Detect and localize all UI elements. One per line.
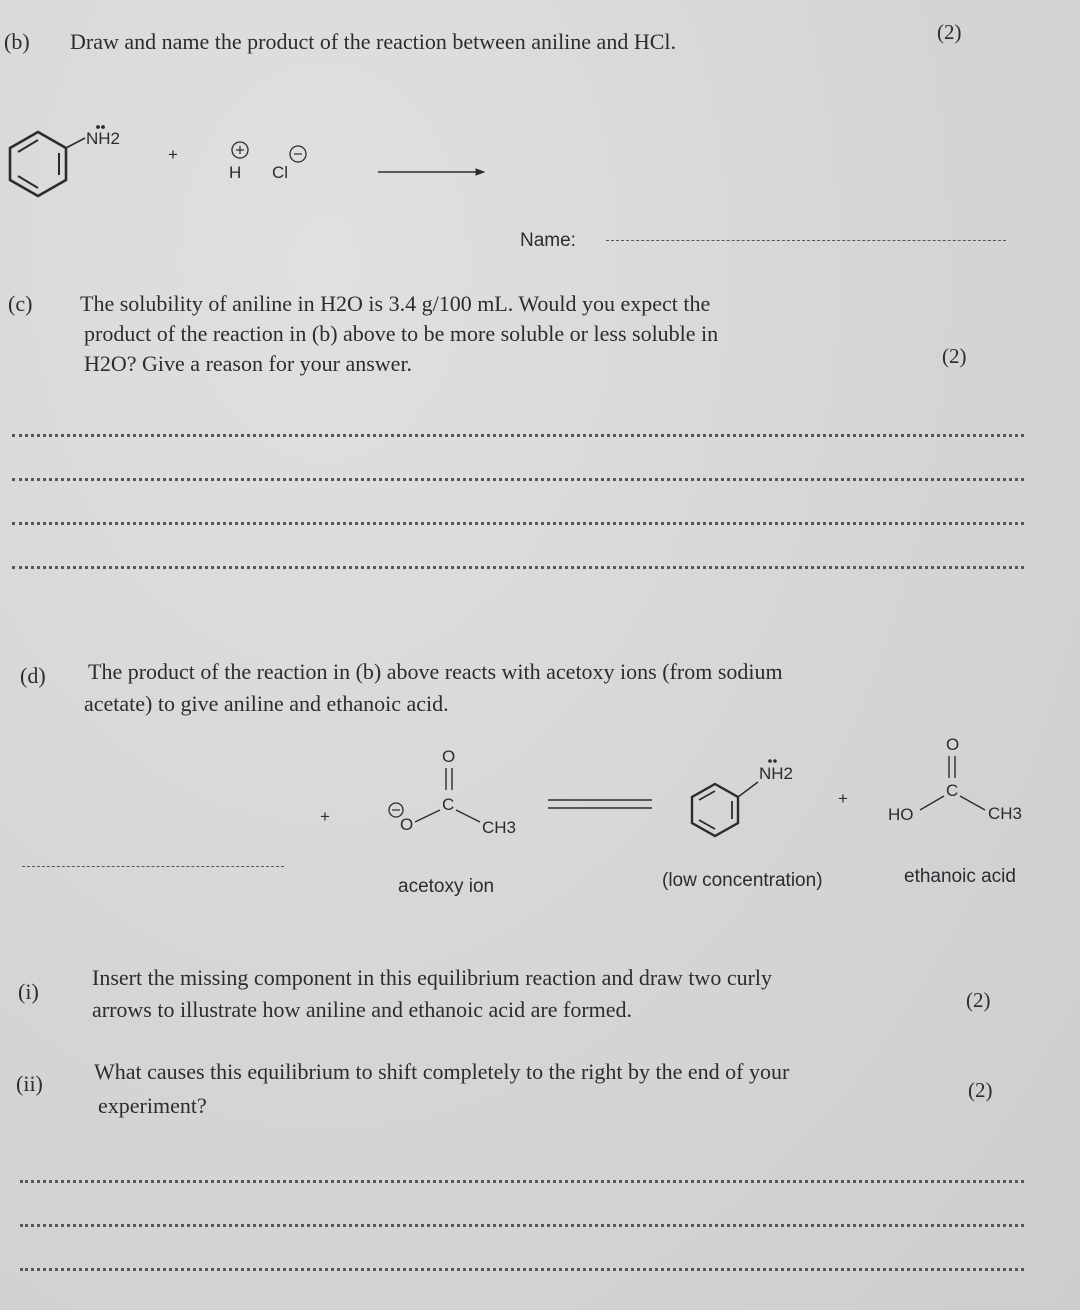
answer-line[interactable] <box>12 434 1024 437</box>
ethanoic-acid-structure <box>888 735 1022 824</box>
anion-oxygen: O <box>400 815 414 834</box>
part-ii-line-1: What causes this equilibrium to shift completely to the right by the end of your <box>94 1059 790 1084</box>
aniline-nh2: NH2 <box>759 764 794 783</box>
part-ii-line-2: experiment? <box>98 1093 207 1118</box>
amine-nh2: NH2 <box>86 129 121 148</box>
aniline-structure <box>692 760 793 836</box>
acid-carbon: C <box>946 781 959 800</box>
hydrogen-symbol: H <box>229 163 242 182</box>
part-d-line-2: acetate) to give aniline and ethanoic acid. <box>84 691 449 716</box>
answer-line[interactable] <box>20 1224 1024 1227</box>
acetoxy-caption: acetoxy ion <box>398 876 495 897</box>
aniline-hcl-reaction <box>0 110 520 210</box>
part-ii-label: (ii) <box>16 1071 43 1096</box>
plus-sign: + <box>168 145 178 164</box>
answer-line[interactable] <box>20 1268 1024 1271</box>
plus-sign: + <box>838 789 848 808</box>
equilibrium-arrow-icon <box>548 800 652 808</box>
answer-line[interactable] <box>12 522 1024 525</box>
part-c-line-1: The solubility of aniline in H2O is 3.4 g/100 mL. Would you expect the <box>80 291 711 316</box>
part-c-line-3: H2O? Give a reason for your answer. <box>84 351 413 376</box>
part-b-question: Draw and name the product of the reaction between aniline and HCl. <box>70 29 676 54</box>
part-i-line-2: arrows to illustrate how aniline and ethanoic acid are formed. <box>92 997 633 1022</box>
part-d-line-1: The product of the reaction in (b) above reacts with acetoxy ions (from sodium <box>88 659 783 684</box>
missing-component-line[interactable] <box>22 866 284 867</box>
benzene-ring <box>10 132 66 196</box>
name-answer-line[interactable] <box>606 240 1006 241</box>
answer-line[interactable] <box>12 478 1024 481</box>
part-i-label: (i) <box>18 979 39 1004</box>
plus-sign: + <box>320 807 330 826</box>
acid-carbonyl-oxygen: O <box>946 735 960 754</box>
carbonyl-oxygen: O <box>442 747 456 766</box>
methyl-group: CH3 <box>482 818 517 837</box>
aniline-caption: (low concentration) <box>662 870 823 891</box>
part-c-marks: (2) <box>942 344 967 368</box>
ethanoic-acid-caption: ethanoic acid <box>904 866 1016 887</box>
part-c-label: (c) <box>8 291 33 316</box>
part-i-line-1: Insert the missing component in this equilibrium reaction and draw two curly <box>92 965 773 990</box>
chlorine-symbol: Cl <box>272 163 289 182</box>
part-d-label: (d) <box>20 663 46 688</box>
carbonyl-carbon: C <box>442 795 455 814</box>
name-label: Name: <box>520 230 576 251</box>
part-b-label: (b) <box>4 29 30 54</box>
part-i-marks: (2) <box>966 988 991 1012</box>
answer-line[interactable] <box>20 1180 1024 1183</box>
acetoxy-ion-structure <box>389 747 516 837</box>
answer-line[interactable] <box>12 566 1024 569</box>
part-c-line-2: product of the reaction in (b) above to be more soluble or less soluble in <box>84 321 719 346</box>
part-b-marks: (2) <box>937 20 962 44</box>
acid-methyl-group: CH3 <box>988 804 1023 823</box>
equilibrium-scheme <box>300 730 1060 850</box>
part-ii-marks: (2) <box>968 1078 993 1102</box>
hydroxyl-group: HO <box>888 805 914 824</box>
